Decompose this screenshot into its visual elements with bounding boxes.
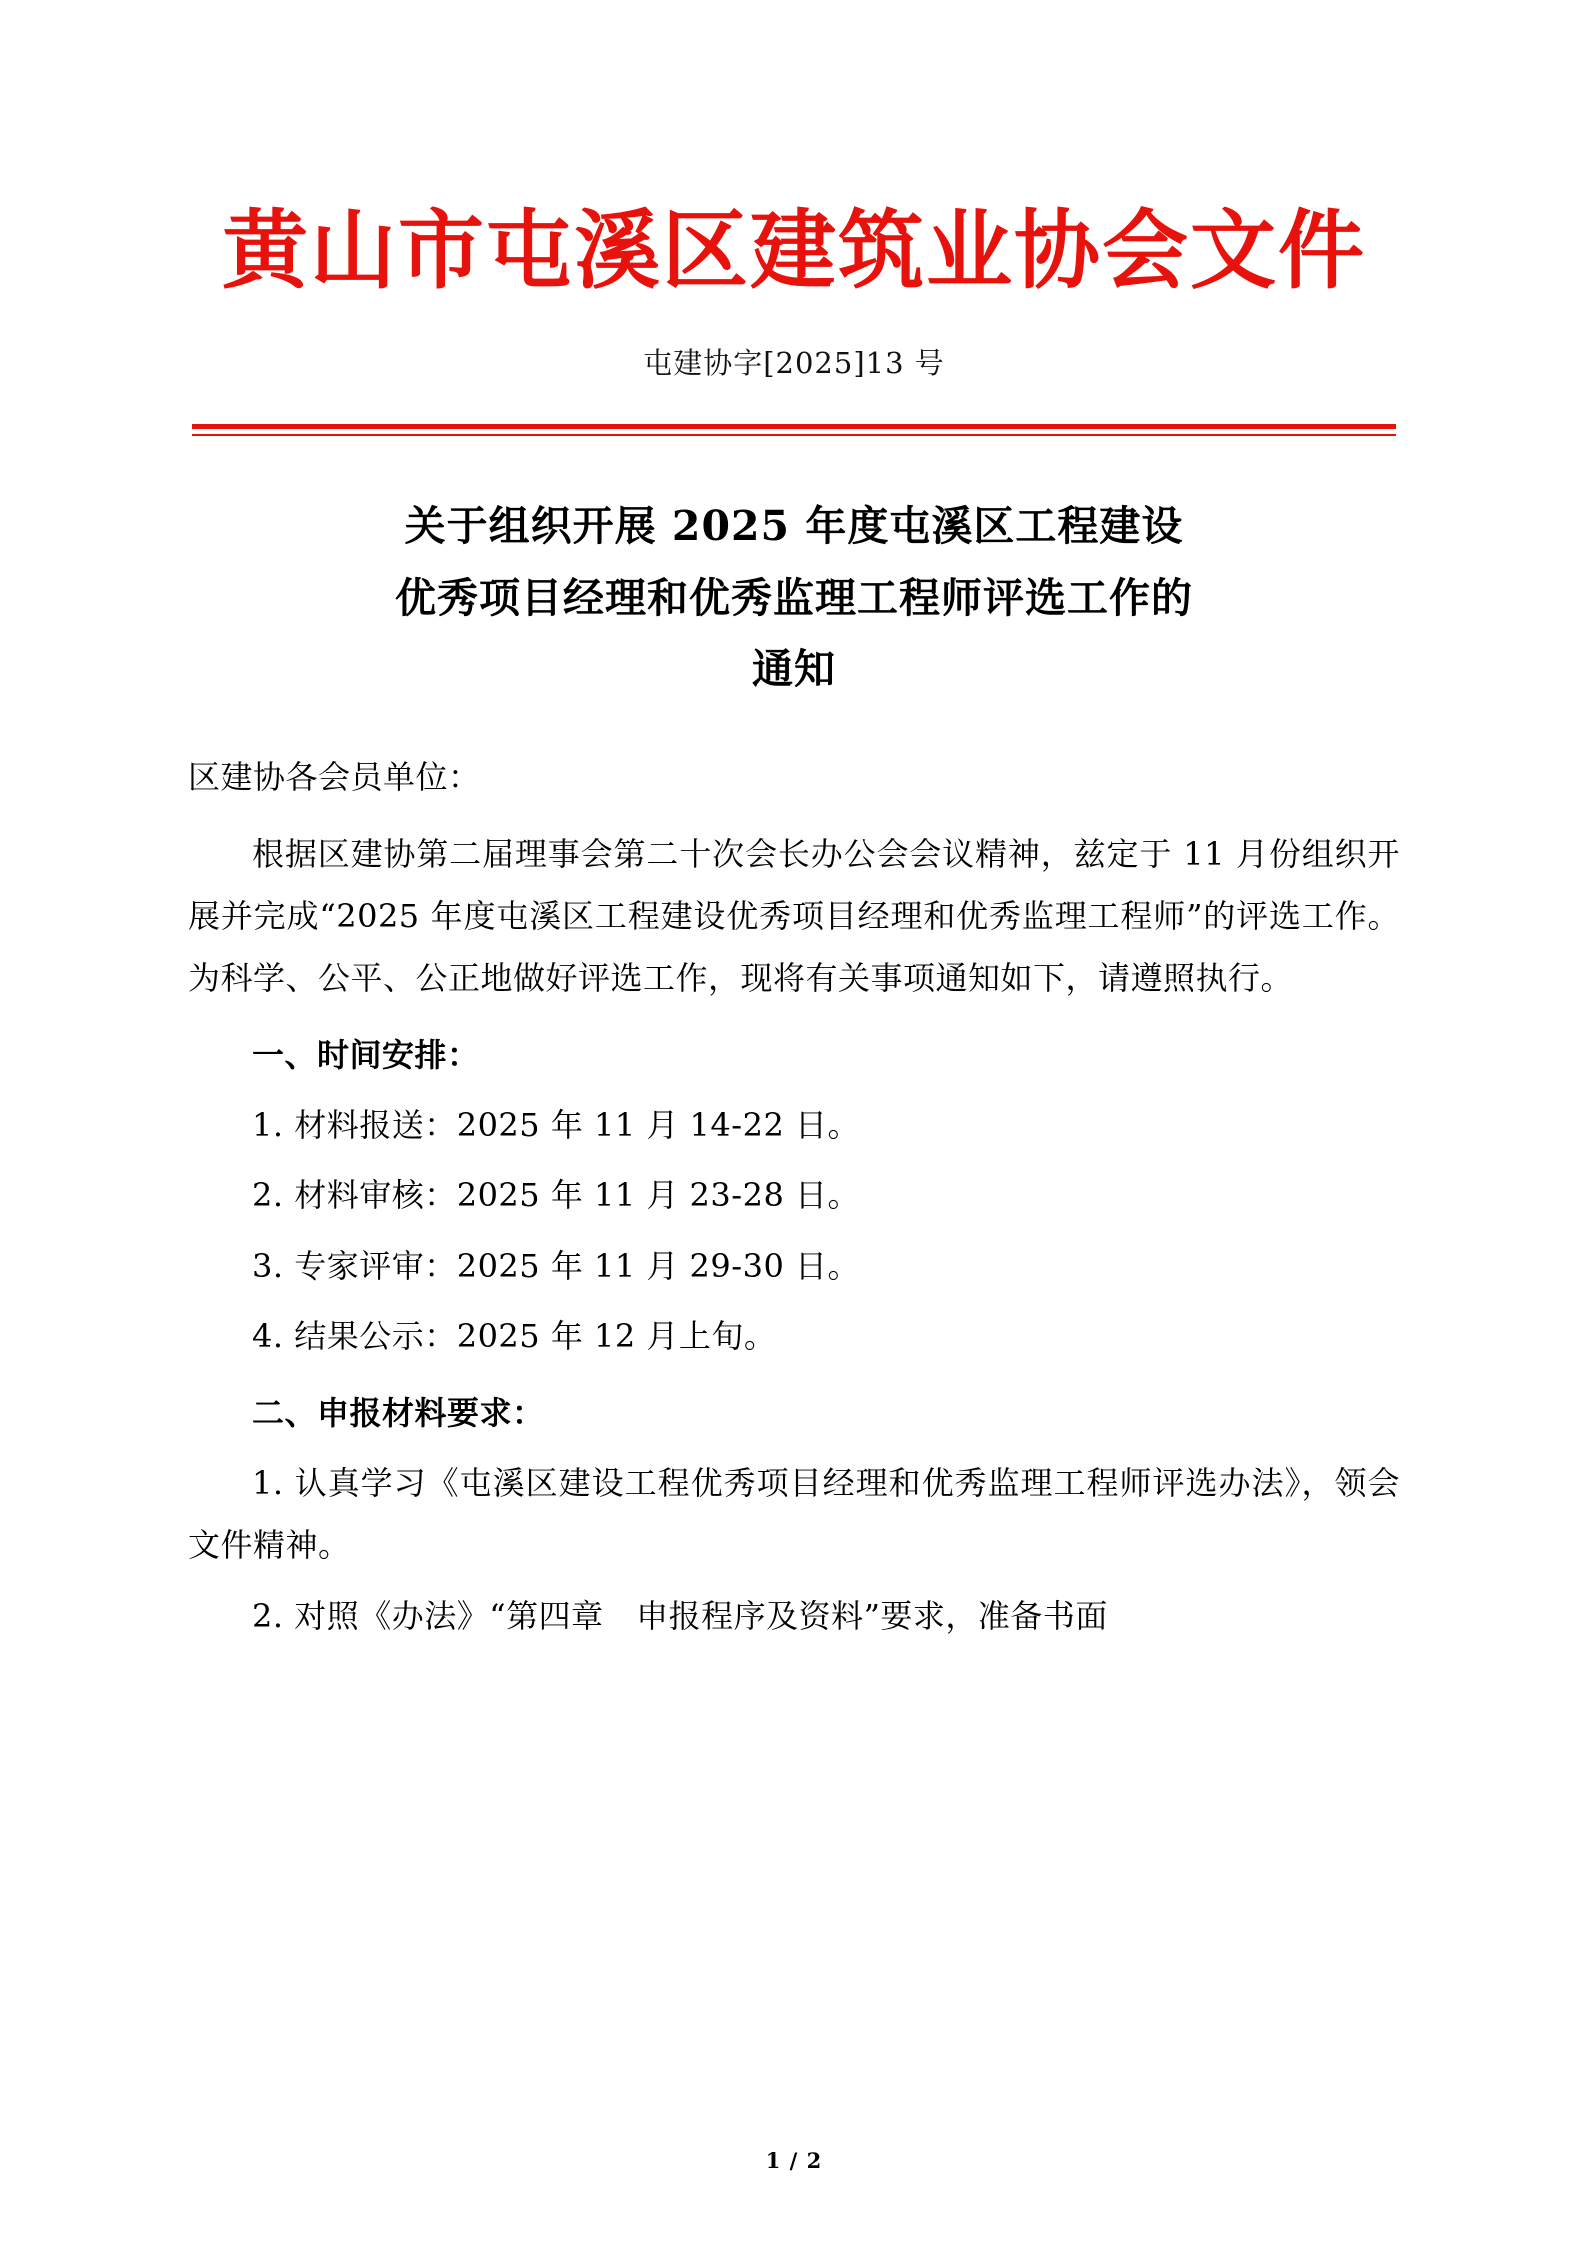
list-item: 3. 专家评审：2025 年 11 月 29-30 日。	[252, 1246, 860, 1285]
list-item: 2. 对照《办法》“第四章 申报程序及资料”要求，准备书面	[252, 1596, 1108, 1635]
list-item: 1. 材料报送：2025 年 11 月 14-22 日。	[252, 1106, 860, 1145]
section-materials	[188, 1382, 1400, 1648]
document-title-line-2: 优秀项目经理和优秀监理工程师评选工作的	[395, 573, 1193, 622]
document-number: 屯建协字[2025]13 号	[643, 345, 945, 380]
page-number: 1 / 2	[765, 2148, 823, 2173]
document-title	[188, 491, 1400, 706]
salutation: 区建协各会员单位：	[188, 758, 481, 797]
red-separator	[188, 424, 1400, 436]
section-schedule	[188, 1024, 1400, 1368]
document-title-line-1: 关于组织开展 2025 年度屯溪区工程建设	[404, 501, 1184, 550]
intro-paragraph: 根据区建协第二届理事会第二十次会长办公会会议精神，兹定于 11 月份组织开展并完成“2025 年度屯溪区工程建设优秀项目经理和优秀监理工程师”的评选工作。为科学、公平、公正地做好评选工作，现将有关事项通知如下，请遵照执行。	[188, 834, 1400, 998]
section-heading-schedule: 一、时间安排：	[252, 1035, 480, 1074]
list-item: 4. 结果公示：2025 年 12 月上旬。	[252, 1317, 777, 1356]
document-masthead: 黄山市屯溪区建筑业协会文件	[222, 200, 1366, 301]
red-rule-thin	[192, 434, 1396, 436]
section-heading-materials: 二、申报材料要求：	[252, 1393, 545, 1432]
document-title-line-3: 通知	[752, 645, 836, 694]
list-item: 2. 材料审核：2025 年 11 月 23-28 日。	[252, 1176, 860, 1215]
red-rule-thick	[192, 424, 1396, 429]
list-item: 1. 认真学习《屯溪区建设工程优秀项目经理和优秀监理工程师评选办法》，领会文件精神。	[188, 1464, 1400, 1565]
intro-block	[188, 823, 1400, 1010]
